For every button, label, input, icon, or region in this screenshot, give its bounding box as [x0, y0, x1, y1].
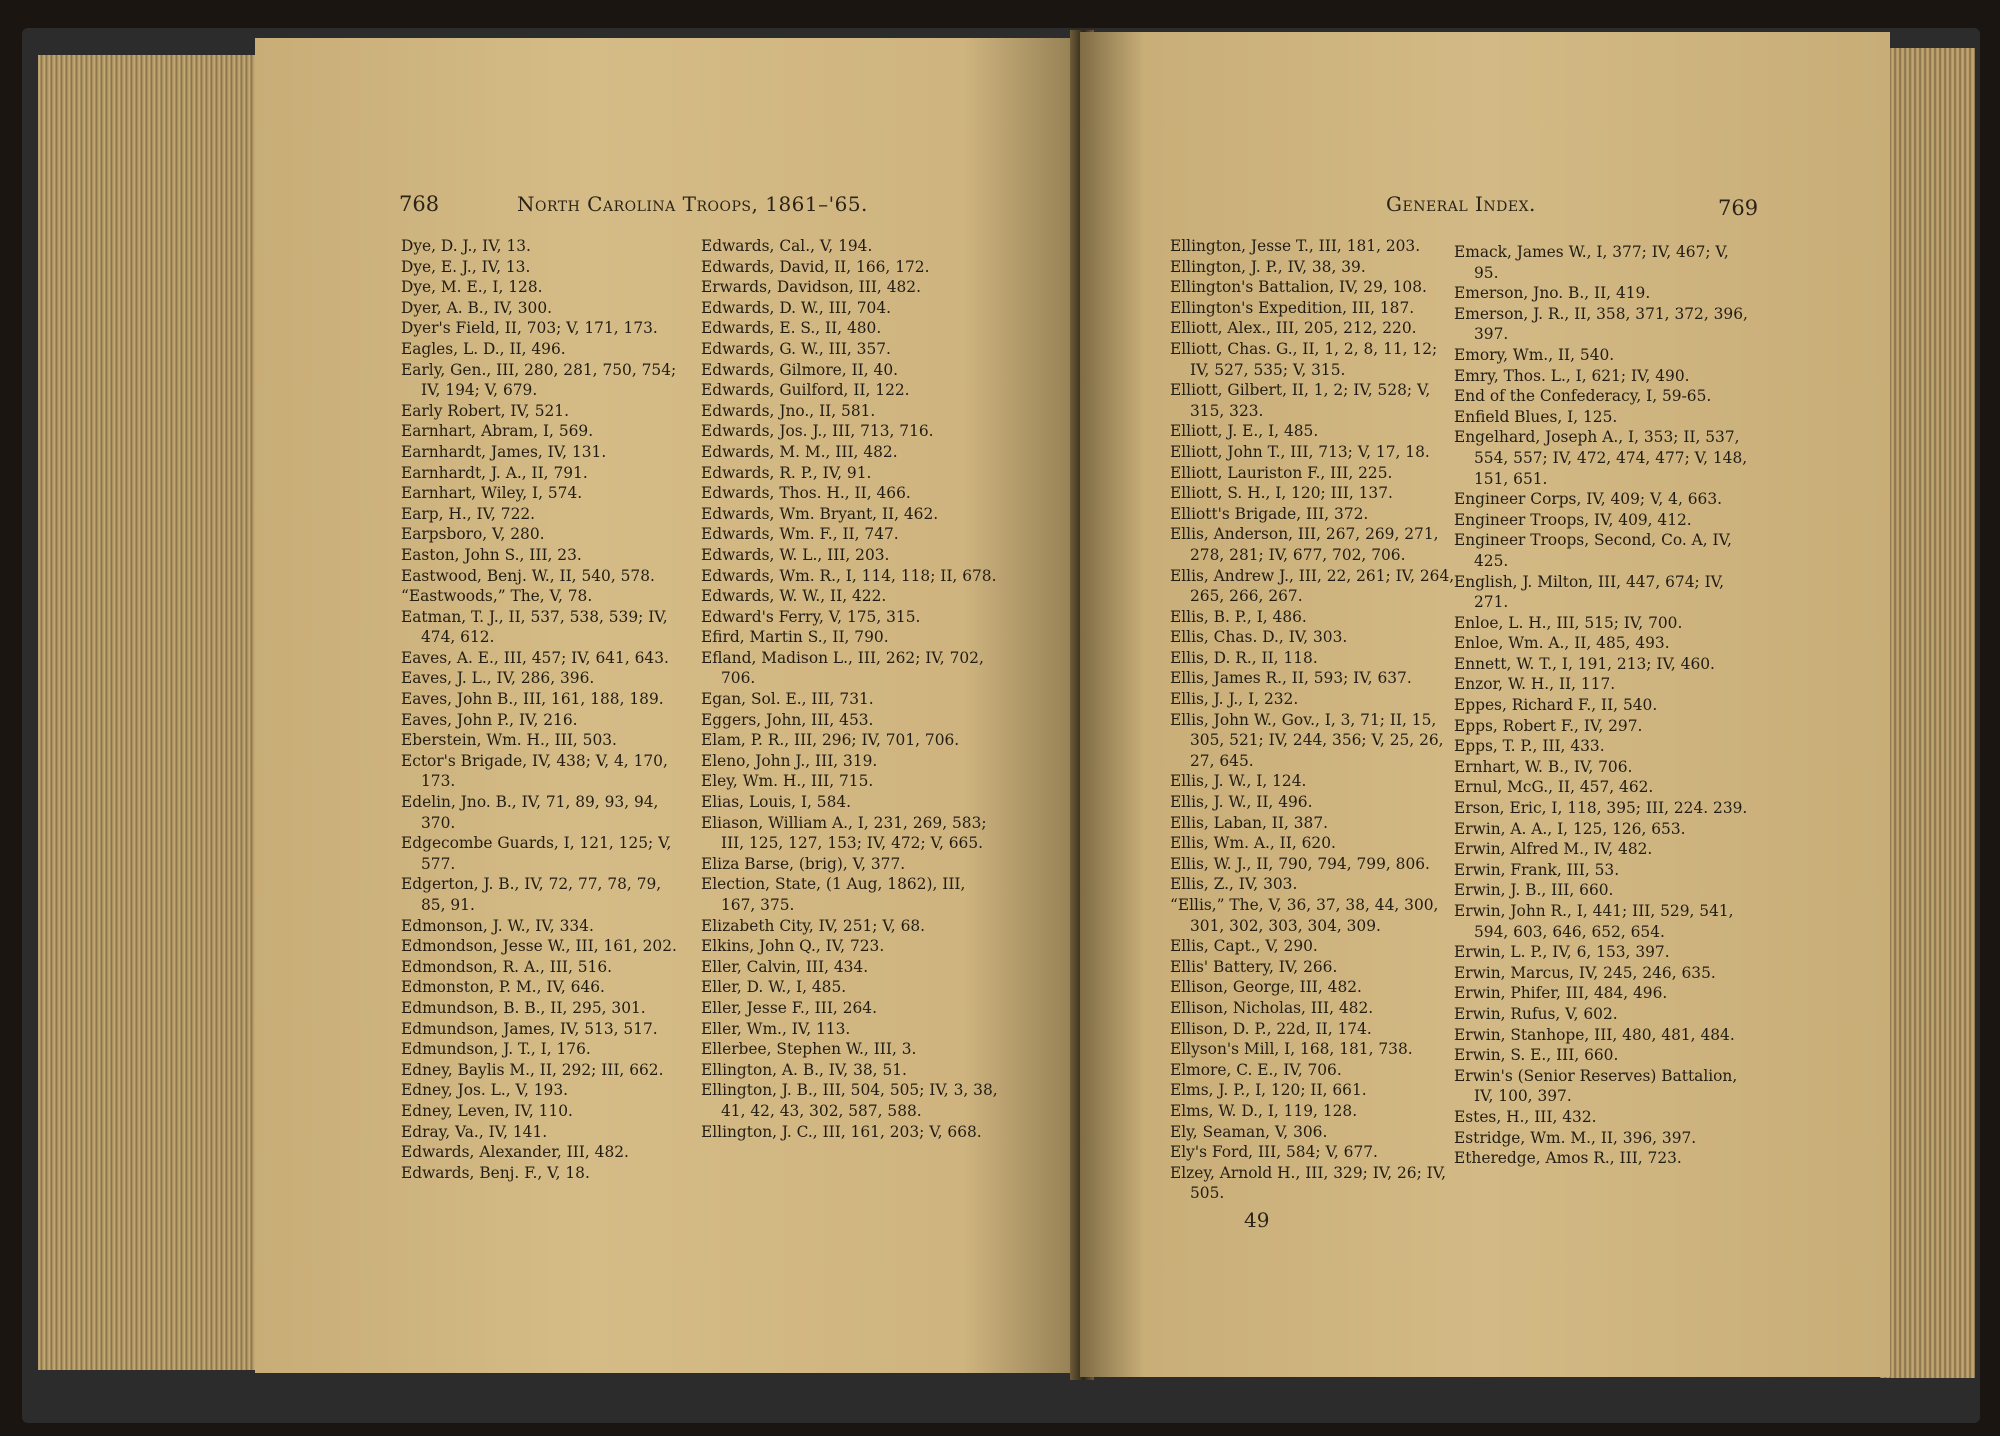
index-entry: Erwin, S. E., III, 660.: [1454, 1046, 1619, 1065]
index-entry: Edwards, Wm. F., II, 747.: [701, 525, 899, 544]
index-entry: Dye, E. J., IV, 13.: [401, 257, 531, 276]
index-entry: Elms, J. P., I, 120; II, 661.: [1170, 1081, 1367, 1100]
index-entry: Earnhardt, James, IV, 131.: [401, 442, 607, 461]
index-entry: Emerson, Jno. B., II, 419.: [1454, 284, 1651, 303]
index-entry: Easton, John S., III, 23.: [401, 545, 582, 564]
index-entry: Edwards, Alexander, III, 482.: [401, 1143, 629, 1162]
index-entry: Epps, T. P., III, 433.: [1454, 737, 1605, 756]
index-entry: Elzey, Arnold H., III, 329; IV, 26; IV, 505.: [1170, 1163, 1447, 1203]
index-entry: Edray, Va., IV, 141.: [401, 1122, 548, 1141]
index-entry: Edney, Jos. L., V, 193.: [401, 1081, 569, 1100]
index-entry: Edmonston, P. M., IV, 646.: [401, 978, 605, 997]
index-entry: Eller, Calvin, III, 434.: [701, 957, 869, 976]
index-entry: Edwards, G. W., III, 357.: [701, 339, 891, 358]
index-entry: Ellis, Anderson, III, 267, 269, 271, 278, 281; IV, 677, 702, 706.: [1170, 525, 1439, 564]
right-page-column-2: [1454, 242, 1750, 1169]
index-entry: Elliott, Gilbert, II, 1, 2; IV, 528; V, 315, 323.: [1170, 381, 1431, 420]
index-entry: Erwin, Stanhope, III, 480, 481, 484.: [1454, 1025, 1735, 1044]
index-entry: Ellis, Wm. A., II, 620.: [1170, 834, 1336, 853]
index-entry: Edmundson, J. T., I, 176.: [401, 1040, 591, 1059]
index-entry: Ellis, D. R., II, 118.: [1170, 648, 1318, 667]
index-entry: Ennett, W. T., I, 191, 213; IV, 460.: [1454, 654, 1715, 673]
index-entry: Epps, Robert F., IV, 297.: [1454, 716, 1643, 735]
index-entry: Ellis, W. J., II, 790, 794, 799, 806.: [1170, 854, 1430, 873]
index-entry: English, J. Milton, III, 447, 674; IV, 271.: [1454, 572, 1724, 612]
left-page-number: 768: [399, 192, 440, 216]
index-entry: Edwards, M. M., III, 482.: [701, 442, 898, 461]
index-entry: Edwards, Cal., V, 194.: [701, 237, 873, 255]
index-entry: Earnhart, Abram, I, 569.: [401, 422, 594, 441]
index-entry: Edney, Baylis M., II, 292; III, 662.: [401, 1060, 664, 1079]
index-entry: Erwin's (Senior Reserves) Battalion, IV, 100, 397.: [1454, 1066, 1738, 1106]
index-entry: Eagles, L. D., II, 496.: [401, 339, 566, 358]
index-entry: Etheredge, Amos R., III, 723.: [1454, 1149, 1682, 1168]
index-entry: Estes, H., III, 432.: [1454, 1107, 1597, 1126]
index-entry: Edwards, Thos. H., II, 466.: [701, 484, 911, 503]
index-entry: Ellis, Z., IV, 303.: [1170, 875, 1298, 894]
index-entry: Eppes, Richard F., II, 540.: [1454, 696, 1658, 715]
right-page-number: 769: [1718, 196, 1759, 220]
index-entry: Emory, Wm., II, 540.: [1454, 345, 1615, 364]
index-entry: Erwards, Davidson, III, 482.: [701, 278, 921, 297]
index-entry: Efird, Martin S., II, 790.: [701, 628, 889, 647]
index-entry: Ely's Ford, III, 584; V, 677.: [1170, 1143, 1378, 1162]
index-entry: Elmore, C. E., IV, 706.: [1170, 1060, 1342, 1079]
index-entry: Ellerbee, Stephen W., III, 3.: [701, 1040, 917, 1059]
index-entry: Edwards, Jno., II, 581.: [701, 401, 876, 420]
index-entry: Elms, W. D., I, 119, 128.: [1170, 1101, 1358, 1120]
index-entry: Efland, Madison L., III, 262; IV, 702, 706.: [701, 648, 984, 688]
index-entry: Edmundson, James, IV, 513, 517.: [401, 1019, 658, 1038]
index-entry: Engineer Troops, IV, 409, 412.: [1454, 510, 1692, 529]
index-entry: Erwin, Frank, III, 53.: [1454, 860, 1620, 879]
index-entry: Elliott, Alex., III, 205, 212, 220.: [1170, 319, 1417, 338]
index-entry: Eley, Wm. H., III, 715.: [701, 772, 874, 791]
index-entry: Emack, James W., I, 377; IV, 467; V, 95.: [1454, 243, 1729, 282]
index-entry: Dye, D. J., IV, 13.: [401, 237, 531, 255]
index-entry: Engineer Troops, Second, Co. A, IV, 425.: [1454, 531, 1732, 570]
index-entry: Edgecombe Guards, I, 121, 125; V, 577.: [401, 834, 672, 873]
index-entry: Ernul, McG., II, 457, 462.: [1454, 778, 1654, 797]
index-entry: Eaves, A. E., III, 457; IV, 641, 643.: [401, 648, 669, 667]
index-entry: Ellington's Battalion, IV, 29, 108.: [1170, 278, 1427, 297]
index-entry: Earpsboro, V, 280.: [401, 525, 545, 544]
index-entry: Early, Gen., III, 280, 281, 750, 754; IV, 194; V, 679.: [401, 360, 677, 400]
index-entry: Edgerton, J. B., IV, 72, 77, 78, 79, 85, 91.: [401, 875, 662, 914]
index-entry: Dyer, A. B., IV, 300.: [401, 298, 553, 317]
index-entry: Edwards, E. S., II, 480.: [701, 319, 882, 338]
index-entry: Elliott, Chas. G., II, 1, 2, 8, 11, 12; IV, 527, 535; V, 315.: [1170, 339, 1438, 379]
index-entry: Edwards, W. W., II, 422.: [701, 587, 887, 606]
index-entry: Erwin, Rufus, V, 602.: [1454, 1004, 1618, 1023]
page-edges-left: [38, 55, 263, 1370]
index-entry: Earp, H., IV, 722.: [401, 504, 536, 523]
index-entry: Edmundson, B. B., II, 295, 301.: [401, 998, 646, 1017]
index-entry: Edney, Leven, IV, 110.: [401, 1101, 573, 1120]
index-entry: Engineer Corps, IV, 409; V, 4, 663.: [1454, 490, 1723, 509]
index-entry: Erwin, L. P., IV, 6, 153, 397.: [1454, 943, 1670, 962]
index-entry: “Ellis,” The, V, 36, 37, 38, 44, 300, 301, 302, 303, 304, 309.: [1170, 896, 1439, 935]
index-entry: Earnhardt, J. A., II, 791.: [401, 463, 588, 482]
index-entry: Ellis, James R., II, 593; IV, 637.: [1170, 669, 1412, 688]
index-entry: Emry, Thos. L., I, 621; IV, 490.: [1454, 366, 1690, 385]
index-entry: Ellington's Expedition, III, 187.: [1170, 298, 1415, 317]
left-running-title: North Carolina Troops, 1861–'65.: [517, 192, 868, 216]
index-entry: Edmonson, J. W., IV, 334.: [401, 916, 594, 935]
index-entry: Ellis, Capt., V, 290.: [1170, 937, 1318, 956]
index-entry: Ellis, J. J., I, 232.: [1170, 690, 1299, 709]
index-entry: Edwards, W. L., III, 203.: [701, 545, 890, 564]
left-page-column-1: [401, 236, 688, 1183]
left-page-column-2: [701, 236, 1001, 1142]
page-edges-right: [1880, 48, 1975, 1378]
index-entry: Elam, P. R., III, 296; IV, 701, 706.: [701, 731, 960, 750]
index-entry: Ellison, Nicholas, III, 482.: [1170, 998, 1374, 1017]
index-entry: Election, State, (1 Aug, 1862), III, 167, 375.: [701, 875, 966, 914]
index-entry: Estridge, Wm. M., II, 396, 397.: [1454, 1128, 1697, 1147]
index-entry: Ellington, A. B., IV, 38, 51.: [701, 1060, 907, 1079]
index-entry: Ellis, Chas. D., IV, 303.: [1170, 628, 1348, 647]
index-entry: Early Robert, IV, 521.: [401, 401, 569, 420]
index-entry: Eliza Barse, (brig), V, 377.: [701, 854, 906, 873]
index-entry: Erwin, Alfred M., IV, 482.: [1454, 840, 1653, 859]
index-entry: Edwards, Wm. Bryant, II, 462.: [701, 504, 939, 523]
index-entry: Elliott, S. H., I, 120; III, 137.: [1170, 484, 1393, 503]
index-entry: Ellison, George, III, 482.: [1170, 978, 1362, 997]
index-entry: Enloe, L. H., III, 515; IV, 700.: [1454, 613, 1683, 632]
index-entry: Dyer's Field, II, 703; V, 171, 173.: [401, 319, 658, 338]
index-entry: Elias, Louis, I, 584.: [701, 793, 852, 812]
right-page: [1080, 32, 1890, 1377]
index-entry: Elliott's Brigade, III, 372.: [1170, 504, 1369, 523]
index-entry: Emerson, J. R., II, 358, 371, 372, 396, 397.: [1454, 304, 1748, 344]
index-entry: Edelin, Jno. B., IV, 71, 89, 93, 94, 370.: [401, 793, 659, 832]
index-entry: Elliott, Lauriston F., III, 225.: [1170, 463, 1393, 482]
index-entry: Ellington, J. B., III, 504, 505; IV, 3, 38, 41, 42, 43, 302, 587, 588.: [701, 1081, 998, 1120]
index-entry: Engelhard, Joseph A., I, 353; II, 537, 554, 557; IV, 472, 474, 477; V, 148, 151, 651.: [1454, 428, 1748, 488]
index-entry: Ellis, B. P., I, 486.: [1170, 607, 1307, 626]
index-entry: End of the Confederacy, I, 59-65.: [1454, 387, 1712, 406]
index-entry: “Eastwoods,” The, V, 78.: [401, 587, 593, 606]
index-entry: Eggers, John, III, 453.: [701, 710, 874, 729]
index-entry: Edward's Ferry, V, 175, 315.: [701, 607, 921, 626]
index-entry: Eller, D. W., I, 485.: [701, 978, 847, 997]
index-entry: Erwin, John R., I, 441; III, 529, 541, 594, 603, 646, 652, 654.: [1454, 902, 1734, 941]
index-entry: Erwin, Phifer, III, 484, 496.: [1454, 984, 1668, 1003]
index-entry: Edwards, D. W., III, 704.: [701, 298, 891, 317]
index-entry: Elliott, J. E., I, 485.: [1170, 422, 1319, 441]
index-entry: Erwin, A. A., I, 125, 126, 653.: [1454, 819, 1686, 838]
index-entry: Edwards, Jos. J., III, 713, 716.: [701, 422, 934, 441]
index-entry: Elizabeth City, IV, 251; V, 68.: [701, 916, 926, 935]
index-entry: Eatman, T. J., II, 537, 538, 539; IV, 474, 612.: [401, 607, 668, 647]
index-entry: Elkins, John Q., IV, 723.: [701, 937, 885, 956]
index-entry: Ellington, J. C., III, 161, 203; V, 668.: [701, 1122, 982, 1141]
index-entry: Ector's Brigade, IV, 438; V, 4, 170, 173.: [401, 751, 668, 791]
index-entry: Erson, Eric, I, 118, 395; III, 224. 239.: [1454, 799, 1748, 818]
index-entry: Ellington, Jesse T., III, 181, 203.: [1170, 237, 1421, 255]
index-entry: Ellison, D. P., 22d, II, 174.: [1170, 1019, 1372, 1038]
index-entry: Ellington, J. P., IV, 38, 39.: [1170, 257, 1366, 276]
index-entry: Ellis, J. W., I, 124.: [1170, 772, 1307, 791]
index-entry: Edmondson, R. A., III, 516.: [401, 957, 613, 976]
index-entry: Eastwood, Benj. W., II, 540, 578.: [401, 566, 655, 585]
index-entry: Edwards, Gilmore, II, 40.: [701, 360, 898, 379]
index-entry: Edwards, Guilford, II, 122.: [701, 381, 910, 400]
index-entry: Ellis, Laban, II, 387.: [1170, 813, 1329, 832]
index-entry: Eaves, John B., III, 161, 188, 189.: [401, 690, 664, 709]
index-entry: Edwards, R. P., IV, 91.: [701, 463, 872, 482]
index-entry: Eller, Wm., IV, 113.: [701, 1019, 851, 1038]
index-entry: Erwin, Marcus, IV, 245, 246, 635.: [1454, 963, 1716, 982]
index-entry: Dye, M. E., I, 128.: [401, 278, 543, 297]
index-entry: Ely, Seaman, V, 306.: [1170, 1122, 1328, 1141]
index-entry: Ellis, J. W., II, 496.: [1170, 793, 1313, 812]
index-entry: Edmondson, Jesse W., III, 161, 202.: [401, 937, 677, 956]
left-page: [255, 38, 1088, 1373]
index-entry: Edwards, Benj. F., V, 18.: [401, 1163, 590, 1182]
index-entry: Elliott, John T., III, 713; V, 17, 18.: [1170, 442, 1430, 461]
right-page-column-1: [1170, 236, 1460, 1204]
index-entry: Eberstein, Wm. H., III, 503.: [401, 731, 617, 750]
index-entry: Eleno, John J., III, 319.: [701, 751, 878, 770]
index-entry: Edwards, Wm. R., I, 114, 118; II, 678.: [701, 566, 997, 585]
index-entry: Enfield Blues, I, 125.: [1454, 407, 1618, 426]
index-entry: Eaves, J. L., IV, 286, 396.: [401, 669, 595, 688]
index-entry: Ernhart, W. B., IV, 706.: [1454, 757, 1633, 776]
index-entry: Ellis, John W., Gov., I, 3, 71; II, 15, 305, 521; IV, 244, 356; V, 25, 26, 27, 645.: [1170, 710, 1444, 770]
index-entry: Ellis, Andrew J., III, 22, 261; IV, 264, 265, 266, 267.: [1170, 566, 1455, 606]
index-entry: Egan, Sol. E., III, 731.: [701, 690, 874, 709]
right-running-title: General Index.: [1386, 192, 1536, 216]
index-entry: Ellyson's Mill, I, 168, 181, 738.: [1170, 1040, 1413, 1059]
index-entry: Erwin, J. B., III, 660.: [1454, 881, 1614, 900]
index-entry: Earnhart, Wiley, I, 574.: [401, 484, 583, 503]
index-entry: Eliason, William A., I, 231, 269, 583; III, 125, 127, 153; IV, 472; V, 665.: [701, 813, 987, 853]
index-entry: Eller, Jesse F., III, 264.: [701, 998, 877, 1017]
index-entry: Ellis' Battery, IV, 266.: [1170, 957, 1338, 976]
index-entry: Enzor, W. H., II, 117.: [1454, 675, 1616, 694]
index-entry: Eaves, John P., IV, 216.: [401, 710, 578, 729]
index-entry: Edwards, David, II, 166, 172.: [701, 257, 930, 276]
signature-mark: 49: [1244, 1208, 1270, 1232]
index-entry: Enloe, Wm. A., II, 485, 493.: [1454, 634, 1670, 653]
